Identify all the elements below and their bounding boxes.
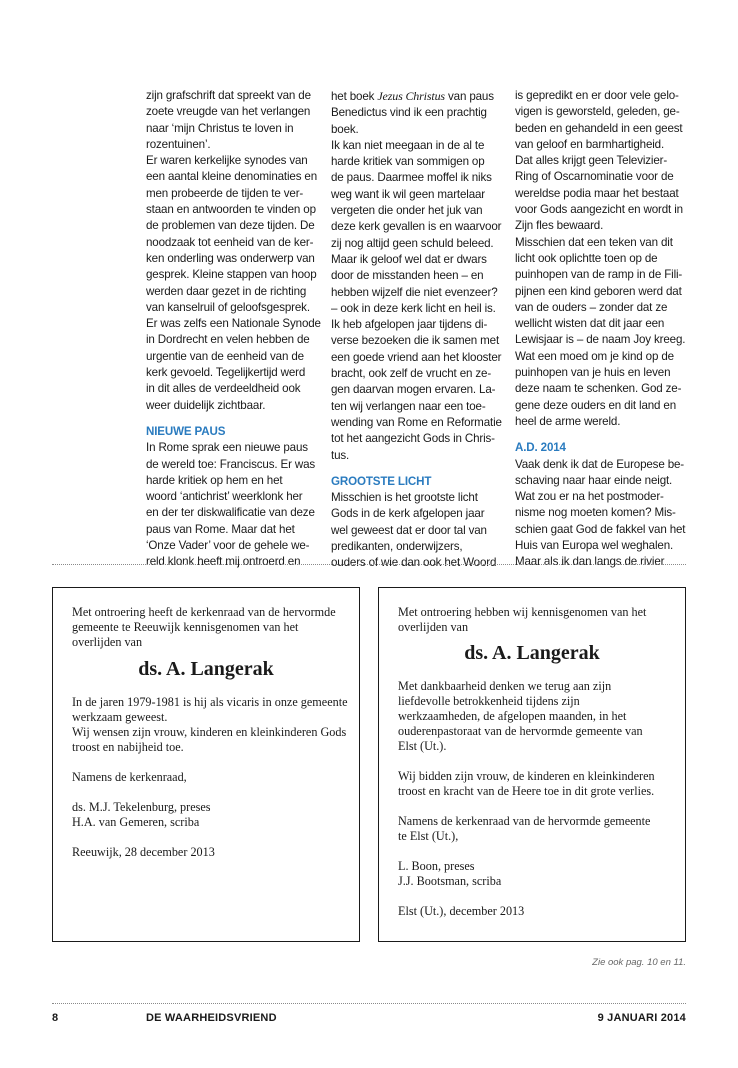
text-line: Maar ik geloof wel dat er dwars <box>331 252 487 266</box>
text-line: van de ouders – zonder dat ze <box>515 300 668 314</box>
article-column-2 <box>331 88 506 572</box>
text-line: wel geweest dat er door tal van <box>331 523 487 537</box>
article-column-1 <box>146 88 321 571</box>
spacer <box>146 414 321 424</box>
notice-place-date: Elst (Ut.), december 2013 <box>398 904 525 918</box>
signatory: ds. M.J. Tekelenburg, preses <box>72 800 211 814</box>
death-notice-reeuwijk <box>52 587 360 942</box>
text-line: In Rome sprak een nieuwe paus <box>146 441 308 455</box>
paragraph <box>515 88 690 235</box>
text-line: is gepredikt en er door vele gelo- <box>515 89 679 102</box>
see-also-note: Zie ook pag. 10 en 11. <box>592 957 686 968</box>
paragraph <box>515 457 690 571</box>
text-line: in Dordrecht en velen hebben de <box>146 333 310 347</box>
text-line: Zijn fles bewaard. <box>515 219 604 233</box>
text-line: puinhopen van je huis en leven <box>515 366 671 380</box>
text-line: vigen is geworsteld, geleden, ge- <box>515 105 680 119</box>
text-line: gene deze ouders en dit land en <box>515 398 677 412</box>
text-line: ken onderling was onderwerp van <box>146 251 315 265</box>
text-line: Er waren kerkelijke synodes van <box>146 154 308 168</box>
section-heading: A.D. 2014 <box>515 441 566 455</box>
text-line: tot het aangezicht Gods in Chris- <box>331 432 495 446</box>
notice-sign-intro: Namens de kerkenraad van de hervormde gemeente <box>398 814 651 828</box>
book-title: Jezus Christus <box>377 89 445 103</box>
text-line: boek. <box>331 122 359 136</box>
text-line: Huis van Europa wel weghalen. <box>515 539 674 553</box>
text-line: harde kritiek van sommigen op <box>331 155 485 169</box>
text-line: een aantal kleine denominaties en <box>146 170 318 184</box>
text-line: tus. <box>331 448 350 462</box>
text-line: Vaak denk ik dat de Europese be- <box>515 457 685 471</box>
notice-sign-intro: Namens de kerkenraad, <box>72 770 187 784</box>
text-line: Misschien is het grootste licht <box>331 491 478 505</box>
text-line: deze naam te schenken. God ze- <box>515 382 682 396</box>
notice-prayer-line: troost en kracht van de Heere toe in dit grote verlies. <box>398 784 655 798</box>
text-line: Gods in de kerk afgelopen jaar <box>331 507 485 521</box>
text-line: pijnen een kind geboren werd dat <box>515 284 682 298</box>
text-line: van kanselruil of geloofsgesprek. <box>146 300 310 314</box>
text-line: predikanten, onderwijzers, <box>331 540 463 554</box>
text-line: gen daarvan mogen ervaren. La- <box>331 383 496 397</box>
publication-name: DE WAARHEIDSVRIEND <box>146 1012 277 1024</box>
notice-body-line: werkzaam geweest. <box>72 710 168 724</box>
text-line: de problemen van deze tijden. De <box>146 219 315 233</box>
paragraph <box>331 88 506 138</box>
text-line: wending van Rome en Reformatie <box>331 415 502 429</box>
paragraph <box>146 440 321 570</box>
text-line: gesprek. Kleine stappen van hoop <box>146 268 317 282</box>
footer-divider <box>52 1003 686 1004</box>
text-line: verse bezoeken die ik samen met <box>331 334 500 348</box>
text-line: urgentie van de eenheid van de <box>146 349 304 363</box>
text-line: schaving naar haar einde neigt. <box>515 473 673 487</box>
notice-body-line: Elst (Ut.). <box>398 739 447 753</box>
text-line: in dit alles de verdeeldheid ook <box>146 382 301 396</box>
paragraph <box>146 88 321 153</box>
text-line: zijn grafschrift dat spreekt van de <box>146 89 311 102</box>
text-line: Er was zelfs een Nationale Synode <box>146 317 321 331</box>
text-line: rozentuinen’. <box>146 137 211 151</box>
section-heading: NIEUWE PAUS <box>146 424 226 438</box>
text-line: staan en antwoorden te vinden op <box>146 203 316 217</box>
section-divider <box>52 564 686 565</box>
text-line: Ik heb afgelopen jaar tijdens di- <box>331 318 488 332</box>
text-line: woord ‘antichrist’ weerklonk her <box>146 490 303 504</box>
text-line: – ook in deze kerk licht en heil is. <box>331 301 496 315</box>
text-line: en der ter diskwalificatie van deze <box>146 506 315 520</box>
text-line: harde kritiek op hem en het <box>146 473 283 487</box>
text-line: noodzaak tot eenheid van de ker- <box>146 235 314 249</box>
text-line: van geloof en barmhartigheid. <box>515 137 665 151</box>
text-line: werden daar gezet in de richting <box>146 284 307 298</box>
section-heading: GROOTSTE LICHT <box>331 474 432 488</box>
notice-intro-line: gemeente te Reeuwijk kennisgenomen van het <box>72 620 299 634</box>
text-line: schien gaat God de fakkel van het <box>515 522 686 536</box>
text-line: deze kerk gevallen is en waarvoor <box>331 220 502 234</box>
notice-body-line: liefdevolle betrokkenheid tijdens zijn <box>398 694 580 708</box>
text-line: de wereld toe: Franciscus. Er was <box>146 457 316 471</box>
paragraph <box>331 490 506 571</box>
notice-intro-line: overlijden van <box>72 635 143 649</box>
text-line: paus van Rome. Maar dat het <box>146 522 295 536</box>
text-line: ten wij verlangen naar een toe- <box>331 399 486 413</box>
notice-body-line: ouderenpastoraat van de hervormde gemeente van <box>398 724 643 738</box>
text-line: beden en gehandeld in een geest <box>515 121 683 135</box>
text-line: men probeerde de tijden te ver- <box>146 186 304 200</box>
notice-body-line: troost en nabijheid toe. <box>72 740 184 754</box>
text-line: wellicht wisten dat dit jaar een <box>515 317 665 331</box>
text-line: een goede vriend aan het klooster <box>331 350 502 364</box>
text-line: Wat een moed om je kind op de <box>515 349 674 363</box>
text-line: vergeten die onder het juk van <box>331 204 483 218</box>
text-line: nisme nog moeten komen? Mis- <box>515 506 676 520</box>
notice-body-line: Met dankbaarheid denken we terug aan zijn <box>398 679 612 693</box>
text-line: Maar als ik dan langs de rivier <box>515 555 665 569</box>
notice-sign-intro: te Elst (Ut.), <box>398 829 459 843</box>
notice-intro-line: overlijden van <box>398 620 469 634</box>
text-line <box>331 88 506 105</box>
text-line: Wat zou er na het postmoder- <box>515 490 664 504</box>
text-line: zij nog altijd geen schuld beleed. <box>331 236 494 250</box>
issue-date: 9 JANUARI 2014 <box>597 1012 686 1024</box>
notice-body-line: werkzaamheden, de afgelopen maanden, in het <box>398 709 627 723</box>
text-line: weg want ik wil geen martelaar <box>331 187 486 201</box>
text-line: Lewisjaar is – de naam Joy kreeg. <box>515 333 686 347</box>
text-line: puinhopen van de ramp in de Fili- <box>515 268 683 282</box>
deceased-name: ds. A. Langerak <box>138 658 274 680</box>
text-line: bracht, ook zelf de vrucht en ze- <box>331 367 492 381</box>
text-line: hebben wijzelf die niet evenzeer? <box>331 285 498 299</box>
paragraph <box>515 235 690 431</box>
text-line: weer duidelijk zichtbaar. <box>146 398 266 412</box>
text-run: het boek <box>331 90 378 103</box>
signatory: H.A. van Gemeren, scriba <box>72 815 200 829</box>
text-line: door de misstanden heen – en <box>331 269 484 283</box>
notice-body-line: Wij wensen zijn vrouw, kinderen en kleinkinderen Gods <box>72 725 347 739</box>
text-line: de paus. Daarmee moffel ik niks <box>331 171 492 185</box>
notice-body-line: In de jaren 1979-1981 is hij als vicaris in onze gemeente <box>72 695 348 709</box>
signatory: J.J. Bootsman, scriba <box>398 874 502 888</box>
notice-prayer-line: Wij bidden zijn vrouw, de kinderen en kleinkinderen <box>398 769 655 783</box>
notice-place-date: Reeuwijk, 28 december 2013 <box>72 845 215 859</box>
text-line: voor Gods aangezicht en wordt in <box>515 203 683 217</box>
text-line: Dat alles krijgt geen Televizier- <box>515 154 668 168</box>
page-number: 8 <box>52 1012 59 1024</box>
text-run: van paus <box>444 90 494 103</box>
text-line: licht ook oplichtte toen op de <box>515 251 658 265</box>
signatory: L. Boon, preses <box>398 859 475 873</box>
text-line: Misschien dat een teken van dit <box>515 235 673 249</box>
text-line: heel de arme wereld. <box>515 414 621 428</box>
paragraph <box>331 138 506 464</box>
notice-intro-line: Met ontroering hebben wij kennisgenomen van het <box>398 605 647 619</box>
text-line: ouders of wie dan ook het Woord <box>331 556 497 570</box>
death-notice-elst <box>378 587 686 942</box>
text-line: naar ‘mijn Christus te loven in <box>146 121 294 135</box>
deceased-name: ds. A. Langerak <box>464 642 600 664</box>
text-line: Benedictus vind ik een prachtig <box>331 106 487 120</box>
spacer <box>331 464 506 474</box>
spacer <box>515 430 690 440</box>
article-column-3 <box>515 88 690 571</box>
text-line: zoete vreugde van het verlangen <box>146 105 311 119</box>
text-line: kerk gevoeld. Tegelijkertijd werd <box>146 366 306 380</box>
text-line: reld klonk heeft mij ontroerd en <box>146 555 301 569</box>
paragraph <box>146 153 321 414</box>
text-line: ‘Onze Vader’ voor de gehele we- <box>146 539 310 553</box>
notice-intro-line: Met ontroering heeft de kerkenraad van de hervormde <box>72 605 336 619</box>
text-line: Ik kan niet meegaan in de al te <box>331 138 485 152</box>
text-line: wereldse podia maar het bestaat <box>515 186 679 200</box>
text-line: Ring of Oscarnominatie voor de <box>515 170 674 184</box>
